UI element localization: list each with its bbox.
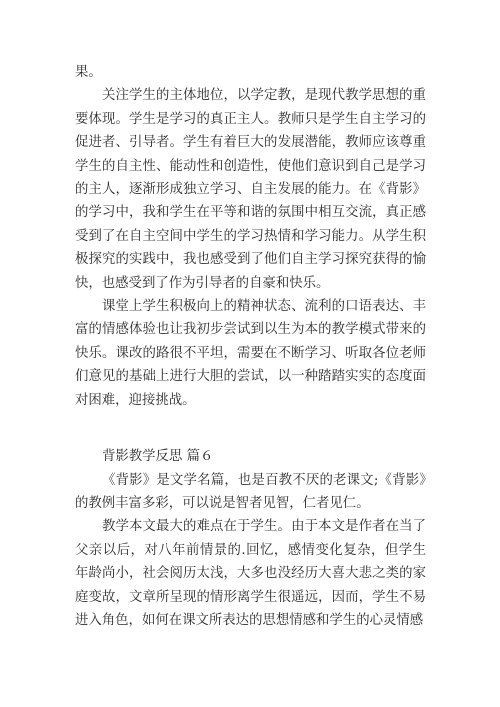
paragraph-student-subject: 关注学生的主体地位，以学定教，是现代教学思想的重要体现。学生是学习的真正主人。教师只是学生自主学习的促进者、引导者。学生有着巨大的发展潜能，教师应该尊重学生的自主性、能动性和创造性，使他们意识到自己是学习的主人，逐渐形成独立学习、自主发展的能力。在《背影》的学习中，我和学生在平等和谐的氛围中相互交流，真正感受到了在自主空间中学生的学习热情和学习能力。从学生积极探究的实践中，我也感受到了他们自主学习探究获得的愉快，也感受到了作为引导者的自豪和快乐。 bbox=[75, 88, 426, 291]
paragraph-classroom: 课堂上学生积极向上的精神状态、流利的口语表达、丰富的情感体验也让我初步尝试到以生为本的教学模式带来的快乐。课改的路很不平坦，需要在不断学习、听取各位老师们意见的基础上进行大胆的尝试，以一种踏踏实实的态度面对困难，迎接挑战。 bbox=[75, 299, 426, 408]
section-heading: 背影教学反思 篇６ bbox=[102, 449, 214, 465]
document-body bbox=[75, 61, 426, 632]
paragraph-difficulty: 教学本文最大的难点在于学生。由于本文是作者在当了父亲以后，对八年前情景的.回忆，感情变化复杂，但学生年龄尚小，社会阅历太浅，大多也没经历大喜大悲之类的家庭变故，文章所呈现的情形离学生很遥远，因而，学生不易进入角色，如何在课文所表达的思想情感和学生的心灵情感 bbox=[75, 519, 426, 628]
section-spacer bbox=[75, 412, 426, 445]
paragraph-continuation: 果。 bbox=[75, 65, 102, 80]
paragraph-intro: 《背影》是文学名篇，也是百教不厌的老课文;《背影》的教例丰富多彩，可以说是智者见智，仁者见仁。 bbox=[75, 472, 426, 511]
